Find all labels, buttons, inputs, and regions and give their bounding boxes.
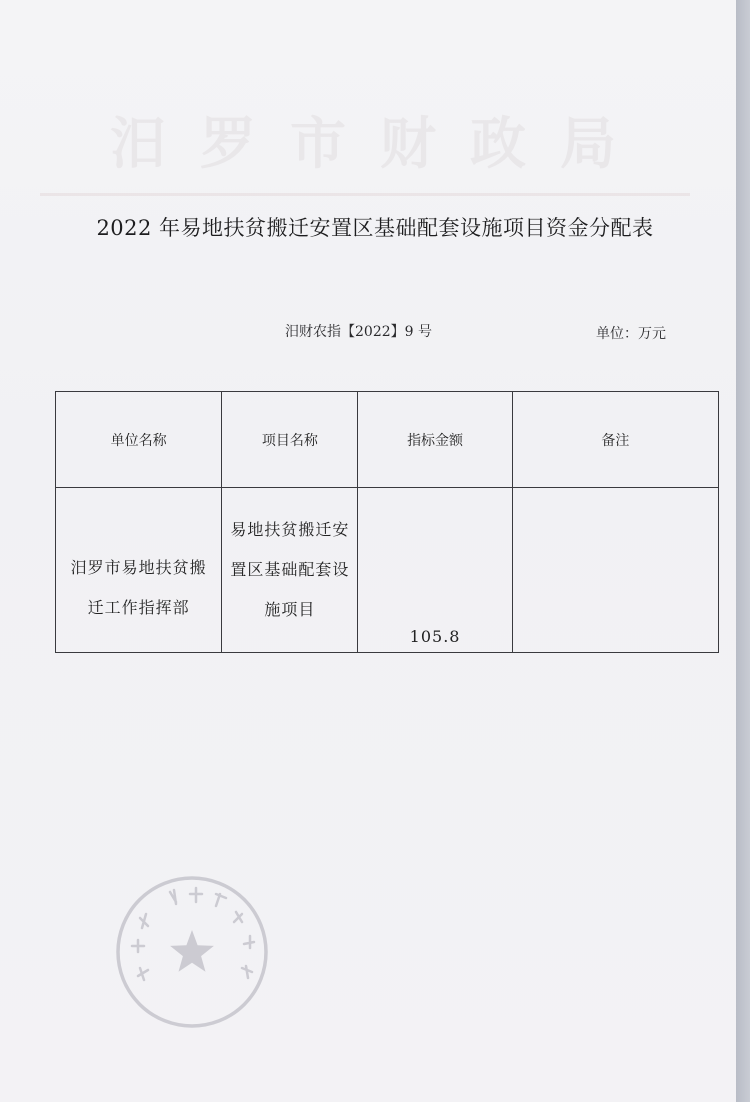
cell-project-name	[222, 488, 358, 653]
bleed-through-letterhead: 汨罗市财政局	[110, 111, 650, 177]
unit-name-line: 迁工作指挥部	[87, 598, 190, 617]
cell-amount: 105.8	[358, 488, 512, 653]
seal-glyph	[132, 940, 144, 952]
header-unit-name: 单位名称	[56, 392, 222, 488]
project-name-line: 施项目	[264, 600, 316, 619]
cell-remarks	[512, 488, 718, 653]
project-name-line: 置区基础配套设	[230, 560, 350, 579]
document-title: 2022 年易地扶贫搬迁安置区基础配套设施项目资金分配表	[96, 216, 654, 240]
header-remarks: 备注	[512, 392, 718, 488]
seal-glyph	[140, 914, 148, 928]
seal-glyph	[242, 966, 252, 978]
header-amount: 指标金额	[358, 392, 512, 488]
seal-glyph	[190, 888, 202, 902]
cell-unit-name	[56, 488, 222, 653]
official-seal	[112, 872, 272, 1032]
project-name-line: 易地扶贫搬迁安	[230, 520, 350, 539]
currency-unit: 单位：万元	[596, 326, 666, 342]
seal-glyph	[170, 890, 176, 904]
seal-glyph	[216, 894, 226, 906]
seal-glyph	[138, 968, 148, 980]
table-header-row	[56, 392, 719, 488]
seal-glyph	[244, 936, 254, 948]
paper-edge-background	[736, 0, 750, 1102]
unit-name-line: 汨罗市易地扶贫搬	[70, 558, 207, 577]
table-row	[56, 488, 719, 653]
seal-graphic	[118, 878, 266, 1026]
bleed-through-rule	[40, 193, 690, 196]
allocation-table	[55, 391, 719, 653]
seal-glyph	[234, 912, 242, 922]
document-number: 汨财农指【2022】9 号	[285, 324, 432, 340]
header-project-name: 项目名称	[222, 392, 358, 488]
star-icon	[170, 930, 214, 972]
